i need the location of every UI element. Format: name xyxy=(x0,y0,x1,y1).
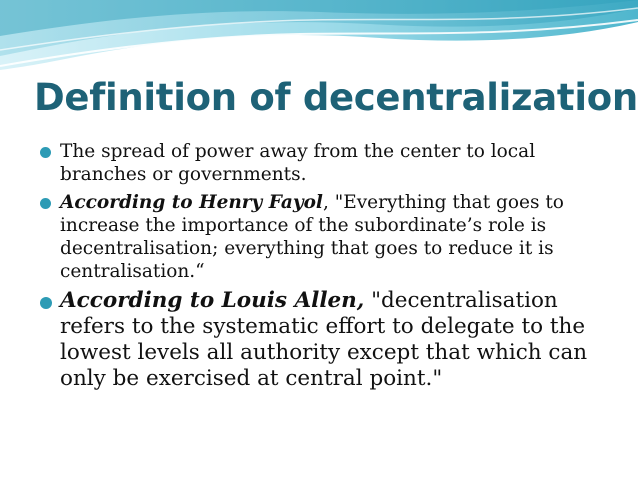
bullet-dot-icon xyxy=(40,297,52,309)
bullet-text: , "Everything that goes to increase the importance of the subordinate’s role is decentralisation; everything that goes to reduce it is centralisation.“ xyxy=(60,192,564,282)
bullet-list xyxy=(40,140,615,392)
bullet-emphasis: According to Henry Fayol xyxy=(60,192,323,213)
bullet-emphasis: According to Louis Allen, xyxy=(60,288,365,313)
slide-title: Definition of decentralization xyxy=(34,76,638,119)
bullet-definition xyxy=(40,140,615,186)
header-wave-decoration xyxy=(0,0,638,72)
bullet-dot-icon xyxy=(40,147,51,158)
bullet-fayol-quote xyxy=(40,191,615,283)
bullet-text: The spread of power away from the center to local branches or governments. xyxy=(60,141,536,185)
bullet-text: "decentralisation refers to the systematic effort to delegate to the lowest levels all authority except that which can only be exercised at central point." xyxy=(60,288,588,391)
bullet-dot-icon xyxy=(40,198,51,209)
bullet-allen-quote xyxy=(40,288,615,392)
